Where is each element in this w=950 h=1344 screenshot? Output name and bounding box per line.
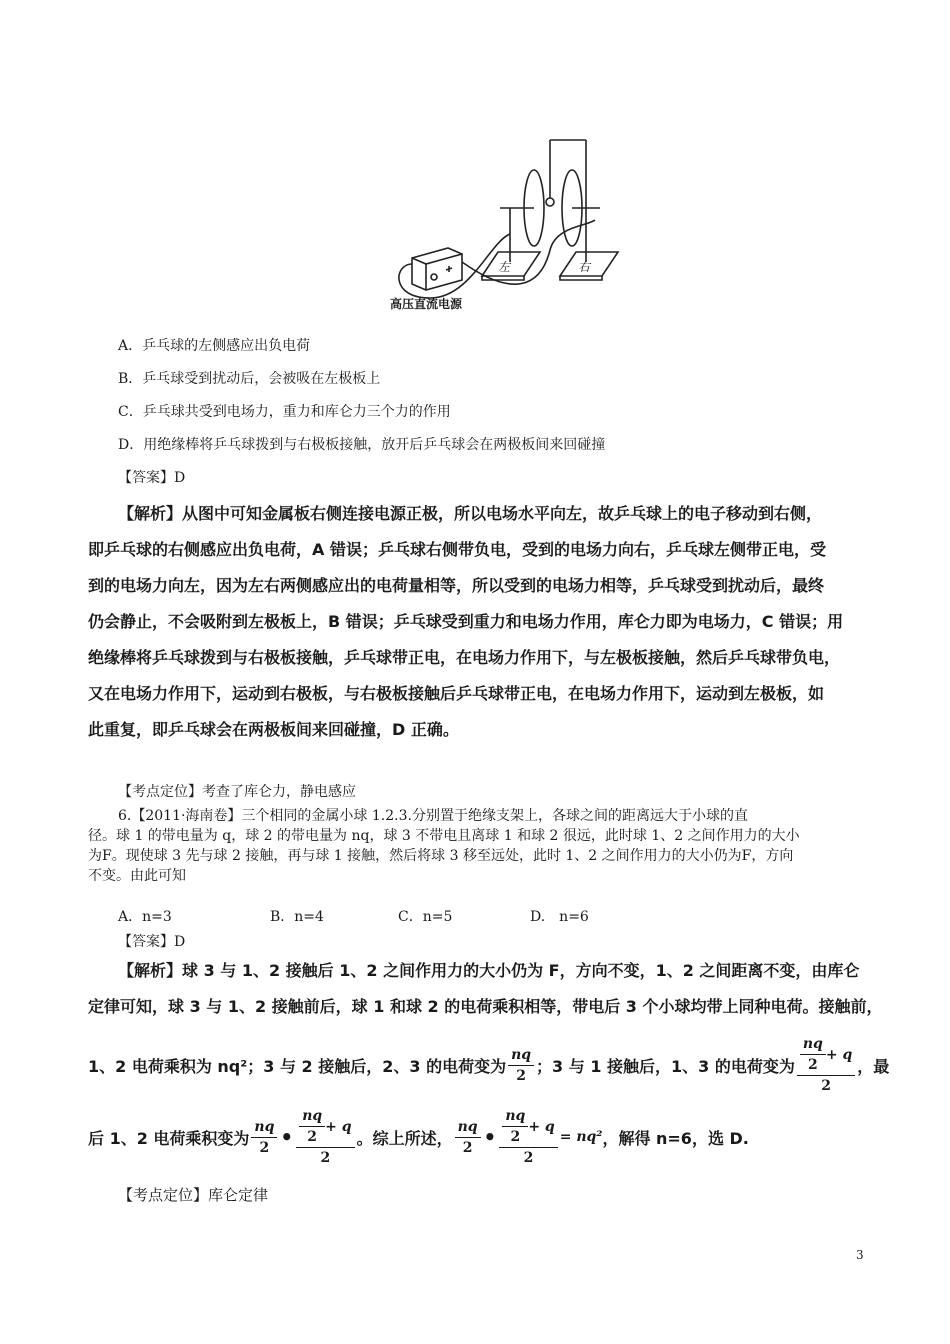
page-number: 3 (856, 1248, 864, 1262)
q6-stem-line: 不变。由此可知 (88, 868, 186, 884)
q5-option-d: D．用绝缘棒将乒乓球拨到与右极板接触，放开后乒乓球会在两极板间来回碰撞 (118, 437, 606, 453)
plus-q: + q (528, 1118, 555, 1135)
q6-stem-line: 为F。现使球 3 先与球 2 接触，再与球 1 接触，然后将球 3 移至远处，此时 1、2 之间作用力的大小仍为F，方向 (88, 848, 794, 864)
q6-option-b: B．n=4 (270, 909, 324, 925)
fraction-numerator: nq (251, 1119, 277, 1138)
equals-nq-squared: = nq² (559, 1129, 603, 1145)
q5-analysis-line: 此重复，即乒乓球会在两极板间来回碰撞，D 正确。 (88, 720, 459, 739)
fraction-denominator: 2 (516, 1067, 526, 1084)
q6-option-c: C．n=5 (398, 909, 453, 925)
multiply-dot: • (280, 1125, 294, 1149)
fraction-denominator: 2 (510, 1129, 521, 1145)
inner-fraction (800, 1036, 826, 1073)
plus-q: + q (325, 1118, 352, 1135)
q6-analysis-line3 (88, 1036, 889, 1094)
q6-kaodian: 【考点定位】库仑定律 (118, 1186, 269, 1204)
fraction-denominator: 2 (320, 1150, 331, 1166)
fraction-denominator: 2 (307, 1129, 318, 1145)
q6-line4-text-b: 。综上所述， (356, 1128, 453, 1148)
fraction-numerator: nq (502, 1108, 528, 1127)
q5-kaodian: 【考点定位】考查了库仑力，静电感应 (118, 784, 356, 800)
fraction-numerator (499, 1108, 557, 1148)
q6-line4-text-c: ，解得 n=6，选 D. (602, 1128, 749, 1148)
q6-analysis-line4 (88, 1108, 749, 1166)
fraction-nq-over-2 (508, 1047, 534, 1084)
q6-line3-text-b: ；3 与 1 接触后，1、3 的电荷变为 (536, 1056, 795, 1076)
q6-option-a: A．n=3 (118, 909, 172, 925)
plus-q: + q (825, 1046, 853, 1063)
q6-stem-line: 6.【2011·海南卷】三个相同的金属小球 1.2.3.分别置于绝缘支架上，各球之间的距离远大于小球的直 (118, 808, 748, 824)
fraction-numerator: nq (455, 1119, 481, 1138)
q6-line3-text-a: 1、2 电荷乘积为 nq²；3 与 2 接触后，2、3 的电荷变为 (88, 1056, 507, 1076)
fraction-numerator: nq (299, 1108, 325, 1127)
fraction-nq-over-2 (455, 1119, 481, 1156)
right-plate-label: 右 (578, 260, 591, 274)
q5-analysis-line: 又在电场力作用下，运动到右极板，与右极板接触后乒乓球带正电，在电场力作用下，运动到左极板，如 (88, 684, 825, 703)
inner-fraction (299, 1108, 325, 1145)
fraction-denominator: 2 (807, 1057, 818, 1073)
fraction-nq-over-2 (251, 1119, 277, 1156)
fraction-numerator (296, 1108, 354, 1148)
fraction-denominator: 2 (523, 1150, 534, 1166)
fraction-compound-3 (499, 1108, 557, 1166)
fraction-compound-1 (797, 1036, 855, 1094)
q6-option-d: D. n=6 (530, 909, 589, 925)
q5-option-a: A．乒乓球的左侧感应出负电荷 (118, 338, 311, 354)
inner-fraction (502, 1108, 528, 1145)
fraction-denominator: 2 (259, 1139, 270, 1156)
q5-answer: 【答案】D (118, 470, 186, 486)
q5-analysis-line: 仍会静止，不会吸附到左极板上，B 错误；乒乓球受到重力和电场力作用，库仑力即为电场力，C 错误；用 (88, 612, 844, 631)
q5-analysis-line: 即乒乓球的右侧感应出负电荷，A 错误；乒乓球右侧带负电，受到的电场力向右，乒乓球左侧带正电，受 (88, 540, 826, 559)
q5-option-c: C．乒乓球共受到电场力，重力和库仑力三个力的作用 (118, 404, 451, 420)
q6-analysis-line: 【解析】球 3 与 1、2 接触后 1、2 之间作用力的大小仍为 F，方向不变，1、2 之间距离不变，由库仑 (118, 961, 860, 980)
q5-option-b: B．乒乓球受到扰动后，会被吸在左极板上 (118, 371, 381, 387)
apparatus-figure (390, 130, 630, 315)
q6-analysis-line: 定律可知，球 3 与 1、2 接触前后，球 1 和球 2 的电荷乘积相等，带电后 3 个小球均带上同种电荷。接触前， (88, 997, 883, 1016)
multiply-dot: • (483, 1125, 497, 1149)
q6-stem-line: 径。球 1 的带电量为 q，球 2 的带电量为 nq，球 3 不带电且离球 1 和球 2 很远，此时球 1、2 之间作用力的大小 (88, 828, 800, 844)
fraction-numerator: nq (508, 1047, 534, 1066)
q5-analysis-line: 绝缘棒将乒乓球拨到与右极板接触，乒乓球带正电，在电场力作用下，与左极板接触，然后乒乓球带负电， (88, 648, 841, 667)
left-plate-label: 左 (498, 260, 511, 274)
fraction-denominator: 2 (821, 1078, 831, 1094)
fraction-numerator: nq (800, 1036, 826, 1055)
figure-caption: 高压直流电源 (390, 297, 463, 311)
q5-analysis-line: 【解析】从图中可知金属板右侧连接电源正极，所以电场水平向左，故乒乓球上的电子移动到右侧， (118, 504, 823, 523)
q5-analysis-line: 到的电场力向左，因为左右两侧感应出的电荷量相等，所以受到的电场力相等，乒乓球受到扰动后，最终 (88, 576, 825, 595)
fraction-numerator (797, 1036, 855, 1076)
q6-line4-text-a: 后 1、2 电荷乘积变为 (88, 1128, 250, 1148)
apparatus-drawing (390, 130, 630, 315)
q6-stem (88, 806, 868, 886)
q6-line3-text-c: ，最 (857, 1056, 890, 1076)
fraction-compound-2 (296, 1108, 354, 1166)
q5-analysis (88, 496, 858, 748)
q6-answer: 【答案】D (118, 934, 186, 950)
fraction-denominator: 2 (462, 1139, 473, 1156)
